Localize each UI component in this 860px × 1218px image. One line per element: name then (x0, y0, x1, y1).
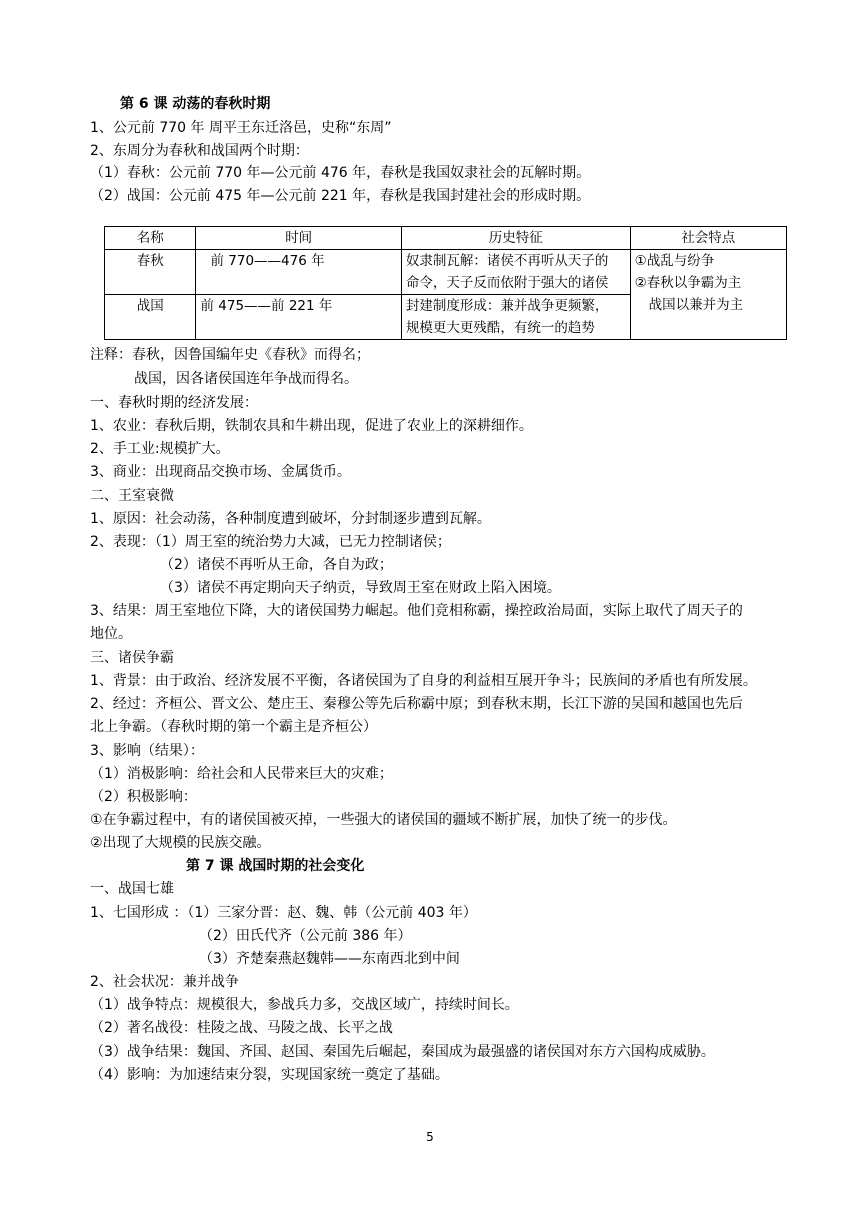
row-time: 前 475——前 221 年 (196, 295, 401, 340)
lesson6-line1: 1、公元前 770 年 周平王东迁洛邑，史称“东周” (90, 120, 392, 136)
section3-line1: 1、背景：由于政治、经济发展不平衡，各诸侯国为了自身的利益相互展开争斗；民族间的矛盾也有所发展。 (90, 673, 757, 689)
table-header-feature: 历史特征 (401, 227, 630, 250)
table-header-time: 时间 (196, 227, 401, 250)
row-feature (401, 250, 630, 295)
row-name: 春秋 (105, 250, 196, 295)
social-features-cell (630, 250, 786, 340)
social-feature-line: ①战乱与纷争 (634, 253, 715, 269)
section2-line2: 2、表现：（1）周王室的统治势力大减，已无力控制诸侯； (90, 534, 451, 550)
lesson7-line1: 1、七国形成 ：（1）三家分晋：赵、魏、韩（公元前 403 年） (90, 905, 477, 921)
row-feature-line: 命令，天子反而依附于强大的诸侯 (405, 275, 609, 291)
table-header-social: 社会特点 (630, 227, 786, 250)
section3-title: 三、诸侯争霸 (90, 650, 174, 666)
section1-line3: 3、商业：出现商品交换市场、金属货币。 (90, 464, 351, 480)
lesson7-line7: （3）战争结果：魏国、齐国、赵国、秦国先后崛起，秦国成为最强盛的诸侯国对东方六国构成威胁。 (90, 1044, 715, 1060)
section2-title: 二、王室衰微 (90, 488, 174, 504)
lesson6-title: 第 6 课 动荡的春秋时期 (120, 96, 271, 112)
lesson7-line5: （1）战争特点：规模很大，参战兵力多，交战区域广，持续时间长。 (90, 997, 519, 1013)
section2-line5: 3、结果：周王室地位下降，大的诸侯国势力崛起。他们竞相称霸，操控政治局面，实际上取代了周天子的 (90, 603, 743, 619)
row-feature (401, 295, 630, 340)
section3-line4: 3、影响（结果）： (90, 743, 204, 759)
lesson7-line3: （3）齐楚秦燕赵魏韩——东南西北到中间 (199, 951, 460, 967)
section3-line3: 北上争霸。（春秋时期的第一个霸主是齐桓公） (90, 719, 377, 735)
lesson7-section-title: 一、战国七雄 (90, 881, 174, 897)
section3-line7: ①在争霸过程中，有的诸侯国被灭掉，一些强大的诸侯国的疆域不断扩展，加快了统一的步伐。 (90, 812, 677, 828)
lesson7-line4: 2、社会状况：兼并战争 (90, 974, 239, 990)
table-header-row (105, 227, 787, 250)
social-feature-line: ②春秋以争霸为主 (634, 275, 742, 291)
history-table (104, 226, 787, 340)
section3-line8: ②出现了大规模的民族交融。 (90, 835, 271, 851)
section1-line2: 2、手工业:规模扩大。 (90, 441, 230, 457)
section3-line2: 2、经过：齐桓公、晋文公、楚庄王、秦穆公等先后称霸中原；到春秋末期，长江下游的吴国和越国也先后 (90, 696, 743, 712)
row-name: 战国 (105, 295, 196, 340)
page-number: 5 (426, 1130, 434, 1144)
row-time: 前 770——476 年 (196, 250, 401, 295)
row-feature-line: 奴隶制瓦解：诸侯不再听从天子的 (405, 253, 609, 269)
section1-line1: 1、农业：春秋后期，铁制农具和牛耕出现，促进了农业上的深耕细作。 (90, 418, 533, 434)
note-line2: 战国，因各诸侯国连年争战而得名。 (134, 371, 358, 387)
lesson6-line4: （2）战国：公元前 475 年—公元前 221 年，春秋是我国封建社会的形成时期。 (90, 188, 591, 204)
section3-line5: （1）消极影响：给社会和人民带来巨大的灾难； (90, 766, 393, 782)
section2-line3: （2）诸侯不再听从王命，各自为政； (160, 557, 393, 573)
row-feature-line: 规模更大更残酷，有统一的趋势 (405, 320, 595, 336)
table-row (105, 250, 787, 295)
table-header-name: 名称 (105, 227, 196, 250)
section3-line6: （2）积极影响： (90, 789, 197, 805)
lesson7-line6: （2）著名战役：桂陵之战、马陵之战、长平之战 (90, 1020, 393, 1036)
lesson6-line3: （1）春秋：公元前 770 年—公元前 476 年，春秋是我国奴隶社会的瓦解时期。 (90, 165, 591, 181)
section2-line1: 1、原因：社会动荡，各种制度遭到破坏，分封制逐步遭到瓦解。 (90, 511, 491, 527)
section2-line4: （3）诸侯不再定期向天子纳贡，导致周王室在财政上陷入困境。 (160, 580, 561, 596)
section1-title: 一、春秋时期的经济发展： (90, 395, 258, 411)
lesson7-title: 第 7 课 战国时期的社会变化 (186, 858, 365, 874)
row-feature-line: 封建制度形成：兼并战争更频繁， (405, 298, 609, 314)
lesson7-line8: （4）影响：为加速结束分裂，实现国家统一奠定了基础。 (90, 1067, 449, 1083)
note-line1: 注释：春秋，因鲁国编年史《春秋》而得名； (90, 347, 370, 363)
lesson7-line2: （2）田氏代齐（公元前 386 年） (199, 928, 412, 944)
lesson6-line2: 2、东周分为春秋和战国两个时期： (90, 143, 309, 159)
section2-line6: 地位。 (90, 626, 132, 642)
social-feature-line: 战国以兼并为主 (648, 297, 744, 313)
